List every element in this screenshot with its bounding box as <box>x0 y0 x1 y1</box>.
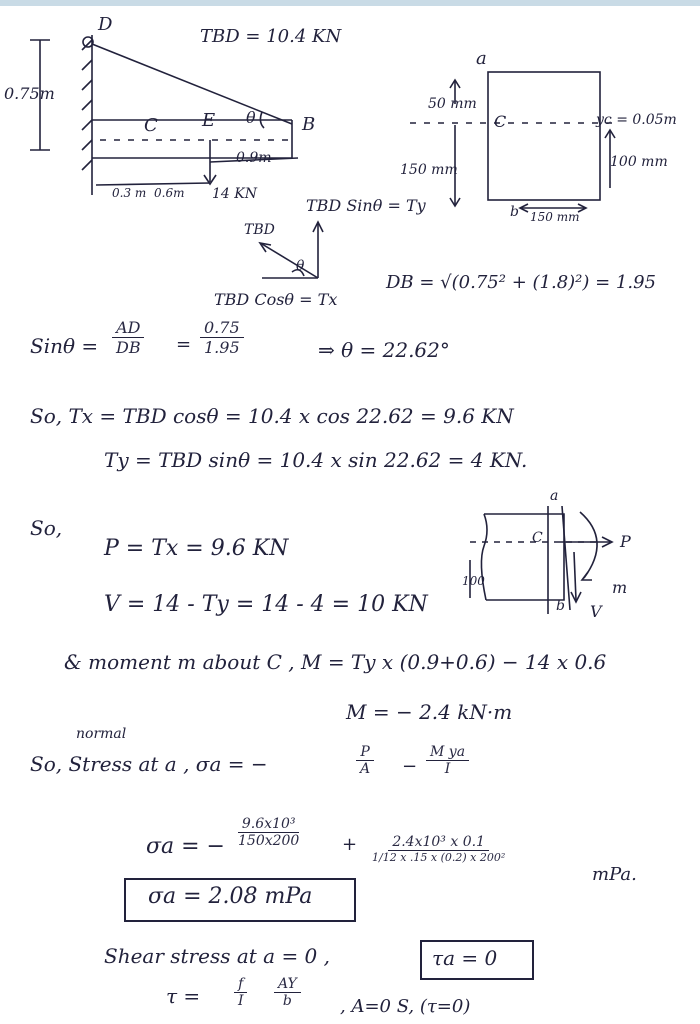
label-load: 14 KN <box>212 186 257 202</box>
sigma-a-label: σa = − <box>146 834 225 859</box>
stress-unit: mPa. <box>592 864 637 885</box>
line-moment-result: M = − 2.4 kN·m <box>346 700 513 724</box>
section-dim-50: 50 mm <box>428 96 477 112</box>
theta-result: ⇒ θ = 22.62° <box>318 338 450 362</box>
stress-second-num: 2.4x10³ x 0.1 <box>388 834 489 851</box>
tau-ay: AY <box>274 976 301 993</box>
fb-label-100: 100 <box>462 574 485 588</box>
stress-minus: − <box>402 756 418 777</box>
line-shear: Shear stress at a = 0 , <box>104 944 330 968</box>
fb-label-v: V <box>590 602 602 621</box>
fb-label-c: C <box>532 530 543 546</box>
fb-label-b: b <box>556 598 565 614</box>
fb-label-p: P <box>620 532 631 551</box>
stress-p: P <box>356 744 373 761</box>
stress-mya: M ya <box>426 744 469 761</box>
line-v: V = 14 - Ty = 14 - 4 = 10 KN <box>104 592 428 617</box>
line-p: P = Tx = 9.6 KN <box>104 536 289 561</box>
tau-b: b <box>282 993 292 1009</box>
stress-first-num: 9.6x10³ <box>238 816 300 833</box>
label-theta: θ <box>246 108 256 127</box>
label-height: 0.75m <box>4 84 55 103</box>
stress-p-over-a <box>356 744 374 777</box>
tau-f-over-i <box>234 976 248 1009</box>
line-stress-intro: So, Stress at a , σa = − <box>30 752 268 776</box>
label-e: E <box>202 110 216 131</box>
stress-plus: + <box>342 834 358 855</box>
label-span: 0.9m <box>236 150 272 166</box>
label-dim-03: 0.3 m <box>112 186 147 200</box>
stress-second-den: 1/12 x .15 x (0.2) x 200² <box>372 851 506 864</box>
label-theta-small: θ <box>296 258 305 274</box>
section-dim-150-width: 150 mm <box>530 210 580 224</box>
label-c-beam: C <box>144 115 158 136</box>
label-dim-06: 0.6m <box>154 186 185 200</box>
label-d: D <box>98 14 113 35</box>
ratio-values <box>200 318 244 357</box>
stress-i: I <box>444 761 451 777</box>
tau-ay-over-b <box>274 976 301 1009</box>
ratio-den-value: 1.95 <box>204 338 240 357</box>
stress-second-term <box>368 834 509 864</box>
ratio-ad: AD <box>112 318 144 338</box>
line-moment: & moment m about C , M = Ty x (0.9+0.6) − 14 x 0.6 <box>64 650 607 674</box>
label-b: B <box>302 114 316 135</box>
section-label-b: b <box>510 204 519 220</box>
tau-f: f <box>234 976 247 993</box>
label-tbd-sin: TBD Sinθ = Ty <box>306 196 426 215</box>
section-label-c: C <box>494 112 507 131</box>
so-label: So, <box>30 516 63 540</box>
tau-i: I <box>238 993 244 1009</box>
equals-sign: = <box>176 334 192 355</box>
answer-sigma-a: σa = 2.08 mPa <box>148 884 313 909</box>
equation-db: DB = √(0.75² + (1.8)²) = 1.95 <box>386 272 657 293</box>
ratio-num-value: 0.75 <box>200 318 244 338</box>
stress-mya-over-i <box>426 744 469 777</box>
line-ty: Ty = TBD sinθ = 10.4 x sin 22.62 = 4 KN. <box>104 448 528 472</box>
ratio-db: DB <box>116 338 141 357</box>
stress-first-term <box>234 816 303 849</box>
tau-tail: , A=0 S, (τ=0) <box>340 996 471 1017</box>
label-tbd-small: TBD <box>244 222 275 238</box>
tau-formula-label: τ = <box>166 984 201 1008</box>
fb-label-m: m <box>612 578 628 597</box>
fb-label-a: a <box>550 488 559 504</box>
section-dim-100: 100 mm <box>610 154 668 170</box>
ratio-ad-db <box>112 318 145 357</box>
label-tbd-cos: TBD Cosθ = Tx <box>214 290 338 309</box>
section-yc: yc = 0.05m <box>596 112 677 128</box>
sin-theta-label: Sinθ = <box>30 334 99 358</box>
section-label-a: a <box>476 48 487 69</box>
answer-tau: τa = 0 <box>432 946 498 970</box>
line-tx: So, Tx = TBD cosθ = 10.4 x cos 22.62 = 9.6 KN <box>30 404 514 428</box>
section-dim-150-height: 150 mm <box>400 162 458 178</box>
stress-a: A <box>360 761 371 777</box>
word-normal: normal <box>76 726 127 742</box>
stress-first-den: 150x200 <box>238 833 300 849</box>
label-tbd: TBD = 10.4 KN <box>200 26 342 47</box>
